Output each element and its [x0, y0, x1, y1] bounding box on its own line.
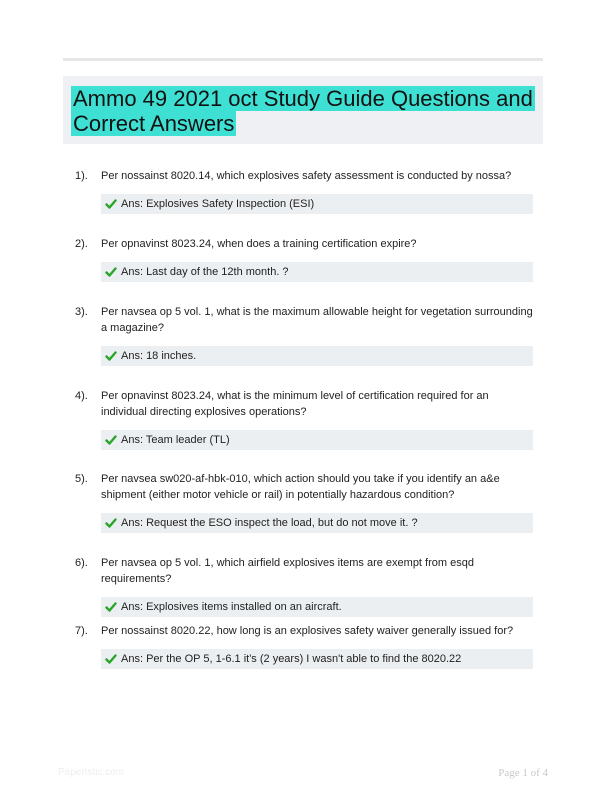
qa-item-7	[75, 623, 535, 669]
checkmark-icon	[105, 434, 117, 446]
document-title: Ammo 49 2021 oct Study Guide Questions and Correct Answers	[73, 86, 533, 136]
answer-box	[101, 346, 533, 366]
question-text: Per navsea sw020-af-hbk-010, which action should you take if you identify an a&e shipment (either motor vehicle or rail) in potentially hazardous condition?	[101, 473, 500, 501]
checkmark-icon	[105, 266, 117, 278]
question-text: Per navsea op 5 vol. 1, which airfield explosives items are exempt from esqd requirements?	[101, 557, 474, 585]
answer-box	[101, 194, 533, 214]
question-number: 2).	[75, 238, 88, 250]
checkmark-icon	[105, 350, 117, 362]
answer-box	[101, 649, 533, 669]
question-text: Per navsea op 5 vol. 1, what is the maximum allowable height for vegetation surrounding a magazine?	[101, 306, 533, 334]
question-number: 7).	[75, 625, 88, 637]
question-text: Per nossainst 8020.14, which explosives safety assessment is conducted by nossa?	[101, 170, 512, 182]
checkmark-icon	[105, 653, 117, 665]
question-text: Per opnavinst 8023.24, what is the minimum level of certification required for an individual directing explosives operations?	[101, 390, 489, 418]
qa-item-2	[75, 236, 535, 282]
answer-box	[101, 430, 533, 450]
answer-box	[101, 262, 533, 282]
answer-text: Ans: Per the OP 5, 1-6.1 it's (2 years) I wasn't able to find the 8020.22	[121, 653, 462, 665]
answer-text: Ans: Explosives Safety Inspection (ESI)	[121, 198, 315, 210]
answer-text: Ans: Last day of the 12th month. ?	[121, 266, 289, 278]
page-number: Page 1 of 4	[498, 767, 548, 779]
answer-box	[101, 513, 533, 533]
title-banner	[63, 76, 543, 144]
question-number: 1).	[75, 170, 88, 182]
qa-item-5	[75, 471, 535, 533]
question-number: 6).	[75, 557, 88, 569]
question-number: 5).	[75, 473, 88, 485]
question-text: Per nossainst 8020.22, how long is an explosives safety waiver generally issued for?	[101, 625, 514, 637]
question-number: 3).	[75, 306, 88, 318]
answer-box	[101, 597, 533, 617]
answer-text: Ans: Team leader (TL)	[121, 434, 230, 446]
question-number: 4).	[75, 390, 88, 402]
qa-item-1	[75, 168, 535, 214]
top-divider	[63, 58, 543, 61]
question-text: Per opnavinst 8023.24, when does a training certification expire?	[101, 238, 417, 250]
watermark-text: Papertstic.com	[58, 767, 125, 778]
answer-text: Ans: Explosives items installed on an aircraft.	[121, 601, 342, 613]
checkmark-icon	[105, 517, 117, 529]
answer-text: Ans: Request the ESO inspect the load, but do not move it. ?	[121, 517, 418, 529]
qa-item-6	[75, 555, 535, 617]
answer-text: Ans: 18 inches.	[121, 350, 197, 362]
checkmark-icon	[105, 198, 117, 210]
checkmark-icon	[105, 601, 117, 613]
qa-item-3	[75, 304, 535, 366]
qa-item-4	[75, 388, 535, 450]
